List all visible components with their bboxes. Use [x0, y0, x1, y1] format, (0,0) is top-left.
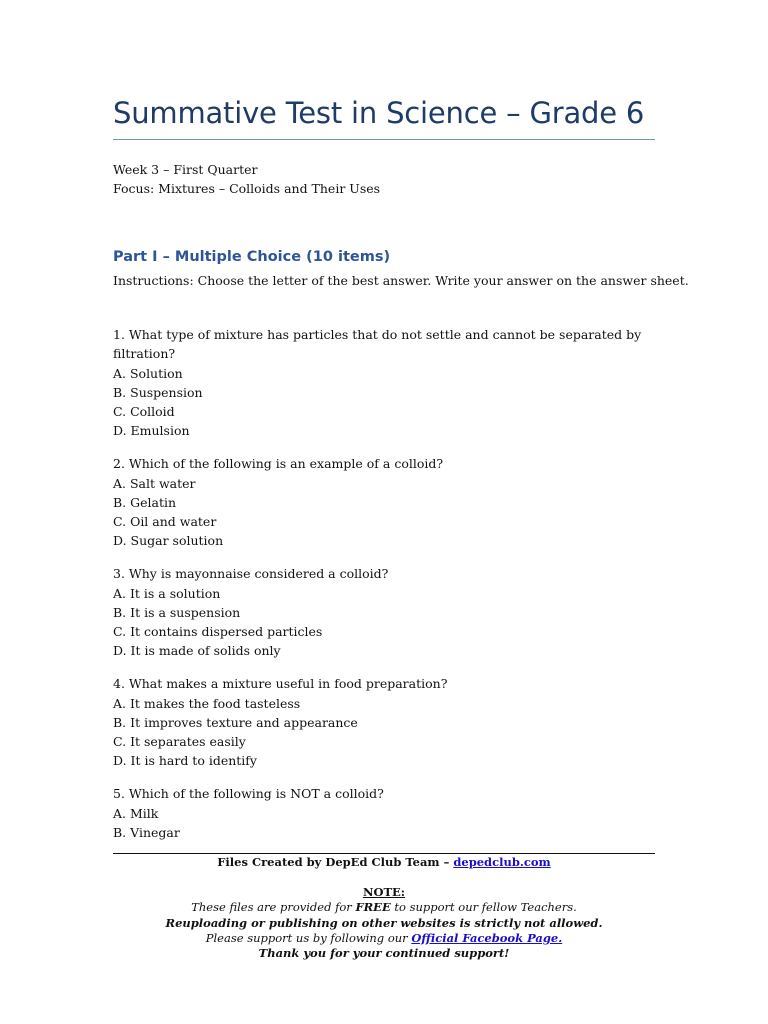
question-list — [113, 325, 655, 856]
title-underline — [113, 139, 655, 140]
option-c: C. Colloid — [113, 404, 175, 420]
question-1 — [113, 325, 655, 441]
option-a: A. It makes the food tasteless — [113, 695, 301, 711]
option-a: A. Solution — [113, 365, 183, 381]
note-line-reupload: Reuploading or publishing on other websites is strictly not allowed. — [165, 915, 603, 930]
option-a: A. Milk — [113, 805, 159, 821]
question-text: 3. Why is mayonnaise considered a colloid? — [113, 566, 389, 582]
option-d: D. Sugar solution — [113, 533, 224, 549]
footer-credit — [113, 855, 655, 870]
option-c: C. It contains dispersed particles — [113, 624, 323, 640]
credit-text: Files Created by DepEd Club Team – — [217, 855, 454, 869]
question-5 — [113, 784, 655, 842]
footer-divider — [113, 853, 655, 854]
note-line-free-start: These files are provided for — [191, 900, 356, 915]
note-title: NOTE: — [362, 885, 406, 900]
option-b: B. It is a suspension — [113, 604, 241, 620]
option-d: D. It is made of solids only — [113, 643, 281, 659]
option-c: C. It separates easily — [113, 734, 246, 750]
document-title: Summative Test in Science – Grade 6 — [113, 96, 645, 130]
note-line-support — [113, 931, 655, 946]
option-b: B. Gelatin — [113, 494, 177, 510]
option-b: B. Vinegar — [113, 824, 180, 840]
note-line-free-end: to support our fellow Teachers. — [390, 900, 577, 915]
part-heading: Part I – Multiple Choice (10 items) — [113, 249, 391, 265]
note-line-free-bold: FREE — [355, 900, 391, 915]
question-4 — [113, 674, 655, 770]
facebook-page-link[interactable]: Official Facebook Page. — [411, 930, 563, 945]
note-line-free — [113, 900, 655, 915]
page-footer — [113, 855, 655, 961]
option-c: C. Oil and water — [113, 514, 217, 530]
document-meta — [113, 160, 380, 198]
depedclub-link[interactable]: depedclub.com — [453, 855, 551, 869]
meta-week: Week 3 – First Quarter — [113, 162, 258, 177]
option-d: D. Emulsion — [113, 423, 190, 439]
instructions: Instructions: Choose the letter of the best answer. Write your answer on the answer sheet. — [113, 273, 689, 288]
option-b: B. Suspension — [113, 384, 203, 400]
note-line-thanks: Thank you for your continued support! — [258, 946, 510, 961]
question-2 — [113, 454, 655, 550]
note-line-support-text: Please support us by following our — [205, 930, 412, 945]
option-b: B. It improves texture and appearance — [113, 714, 358, 730]
option-a: A. Salt water — [113, 475, 196, 491]
question-text: 4. What makes a mixture useful in food preparation? — [113, 676, 448, 692]
question-text: 5. Which of the following is NOT a colloid? — [113, 786, 384, 802]
question-text: 1. What type of mixture has particles that do not settle and cannot be separated by filtration? — [113, 327, 642, 362]
question-3 — [113, 564, 655, 660]
question-text: 2. Which of the following is an example of a colloid? — [113, 456, 444, 472]
meta-focus: Focus: Mixtures – Colloids and Their Uses — [113, 181, 381, 196]
option-d: D. It is hard to identify — [113, 753, 257, 769]
option-a: A. It is a solution — [113, 585, 221, 601]
